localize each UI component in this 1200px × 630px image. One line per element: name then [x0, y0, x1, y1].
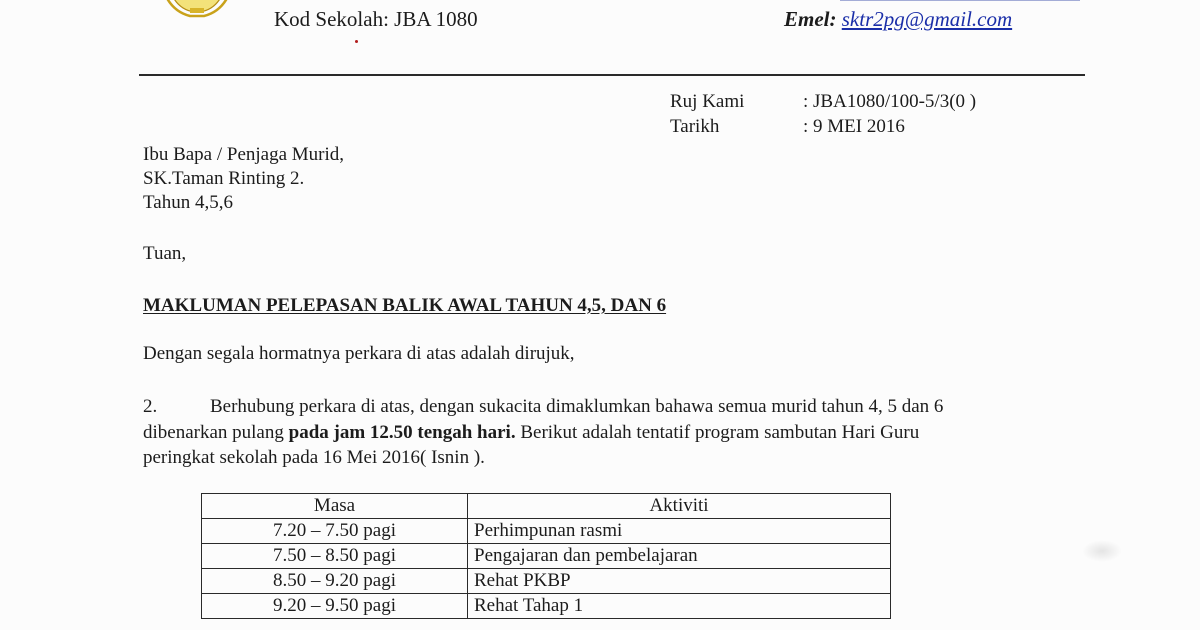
school-crest-icon: [160, 0, 234, 20]
email-line: [784, 7, 1012, 31]
header-aktiviti: Aktiviti: [468, 494, 891, 519]
letter-title: MAKLUMAN PELEPASAN BALIK AWAL TAHUN 4,5, DAN 6: [143, 295, 667, 316]
ink-speck: [355, 40, 358, 43]
cell-aktiviti: Rehat Tahap 1: [468, 594, 891, 619]
table-row: [202, 594, 891, 619]
recipient-line-2: SK.Taman Rinting 2.: [143, 168, 305, 189]
schedule-table: [201, 493, 891, 619]
salutation: Tuan,: [143, 243, 187, 264]
paragraph-2-line-3: peringkat sekolah pada 16 Mei 2016( Isnin ).: [143, 447, 485, 468]
recipient-line-3: Tahun 4,5,6: [143, 192, 233, 213]
cell-aktiviti: Rehat PKBP: [468, 569, 891, 594]
cell-aktiviti: Perhimpunan rasmi: [468, 519, 891, 544]
ruj-value: : JBA1080/100-5/3(0 ): [803, 91, 977, 112]
cell-masa: 9.20 – 9.50 pagi: [202, 594, 468, 619]
cell-masa: 7.20 – 7.50 pagi: [202, 519, 468, 544]
paragraph-2-line-2: [143, 421, 919, 445]
table-row: [202, 519, 891, 544]
paragraph-2-line-2-bold: pada jam 12.50 tengah hari.: [288, 422, 516, 443]
table-row: [202, 544, 891, 569]
paragraph-2-line-2-post: Berikut adalah tentatif program sambutan Hari Guru: [515, 422, 920, 443]
intro-paragraph: Dengan segala hormatnya perkara di atas adalah dirujuk,: [143, 343, 575, 364]
tarikh-label: Tarikh: [670, 116, 720, 137]
paragraph-2-line-1: Berhubung perkara di atas, dengan sukacita dimaklumkan bahawa semua murid tahun 4, 5 dan 6: [210, 396, 944, 417]
email-link[interactable]: sktr2pg@gmail.com: [841, 7, 1013, 31]
email-label: Emel:: [784, 7, 837, 31]
paper-scuff: [1082, 540, 1122, 562]
paragraph-2-line-2-pre: dibenarkan pulang: [143, 422, 289, 443]
ruj-label: Ruj Kami: [670, 91, 745, 112]
header-masa: Masa: [202, 494, 468, 519]
cell-masa: 8.50 – 9.20 pagi: [202, 569, 468, 594]
table-header-row: [202, 494, 891, 519]
tarikh-value: : 9 MEI 2016: [803, 116, 905, 137]
cell-aktiviti: Pengajaran dan pembelajaran: [468, 544, 891, 569]
table-row: [202, 569, 891, 594]
paragraph-number: 2.: [143, 396, 158, 417]
header-cut-line: [840, 0, 1080, 1]
cell-masa: 7.50 – 8.50 pagi: [202, 544, 468, 569]
recipient-line-1: Ibu Bapa / Penjaga Murid,: [143, 144, 345, 165]
school-code: Kod Sekolah: JBA 1080: [274, 7, 478, 31]
header-divider: [139, 74, 1085, 76]
